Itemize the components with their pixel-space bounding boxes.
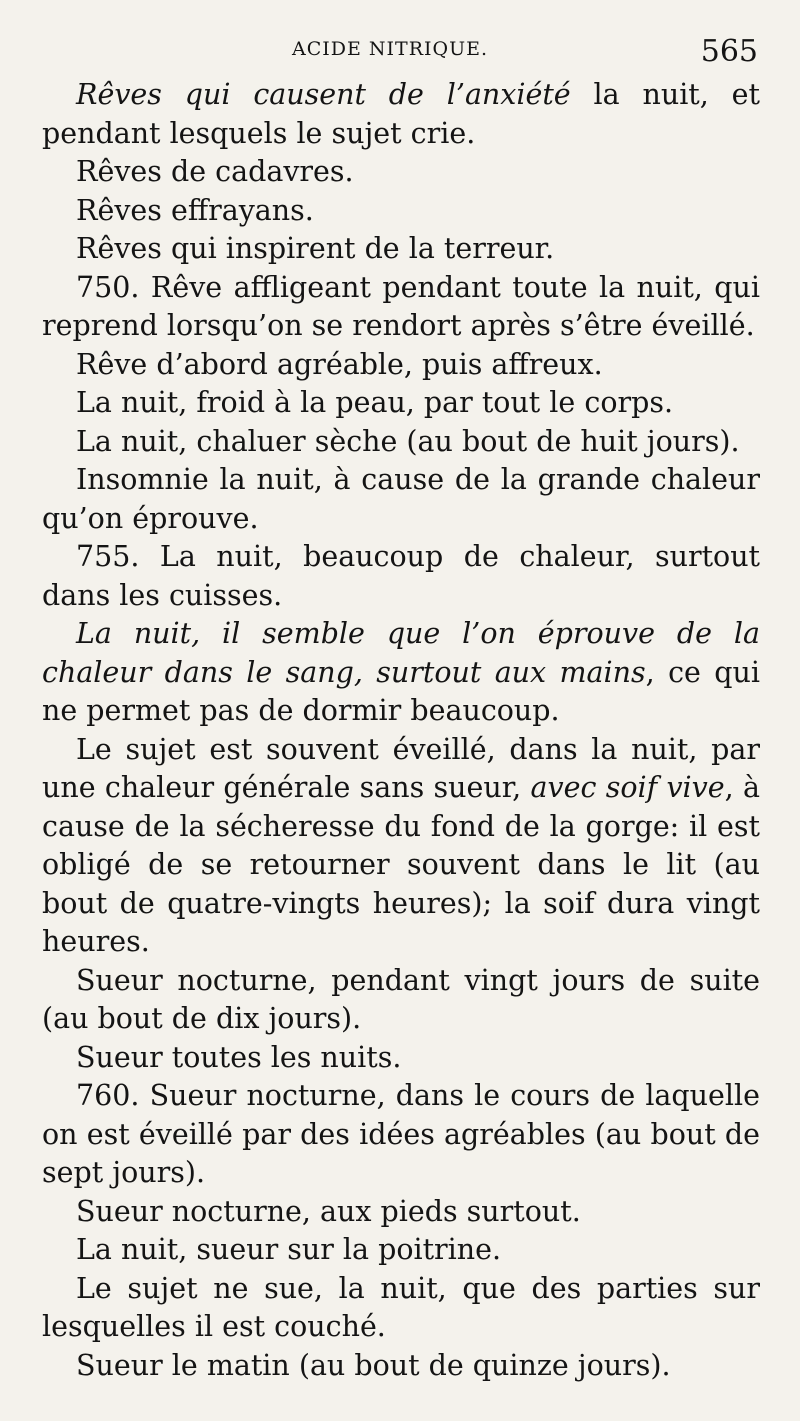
paragraph: Sueur nocturne, aux pieds surtout. (76, 1194, 581, 1228)
paragraph: La nuit, chaluer sèche (au bout de huit jours). (76, 424, 740, 458)
paragraph: 760. Sueur nocturne, dans le cours de laquelle on est éveillé par des idées agréables (au bout de sept jours). (42, 1079, 760, 1189)
paragraph: Sueur le matin (au bout de quinze jours). (76, 1348, 671, 1382)
paragraph: Sueur toutes les nuits. (76, 1040, 402, 1074)
body-text (42, 76, 760, 1385)
paragraph: Insomnie la nuit, à cause de la grande chaleur qu’on éprouve. (42, 463, 760, 535)
paragraph: Rêves qui causent de l’anxiété la nuit, et pendant lesquels le sujet crie. (42, 78, 760, 150)
paragraph: 750. Rêve affligeant pendant toute la nuit, qui reprend lorsqu’on se rendort après s’être éveillé. (42, 270, 760, 342)
paragraph: Rêves effrayans. (76, 193, 314, 227)
paragraph: Rêve d’abord agréable, puis affreux. (76, 347, 603, 381)
paragraph: Rêves de cadavres. (76, 155, 354, 188)
paragraph: Rêves qui inspirent de la terreur. (76, 232, 555, 265)
paragraph: Le sujet ne sue, la nuit, que des parties sur lesquelles il est couché. (42, 1271, 760, 1343)
paragraph: Sueur nocturne, pendant vingt jours de suite (au bout de dix jours). (42, 963, 760, 1035)
page-header (0, 34, 800, 74)
running-title: ACIDE NITRIQUE. (292, 38, 489, 60)
paragraph: 755. La nuit, beaucoup de chaleur, surtout dans les cuisses. (42, 540, 760, 612)
paragraph: La nuit, il semble que l’on éprouve de la chaleur dans le sang, surtout aux mains, ce qui ne permet pas de dormir beaucoup. (42, 617, 760, 727)
paragraph: La nuit, sueur sur la poitrine. (76, 1233, 502, 1266)
page-number: 565 (700, 34, 758, 69)
paragraph: Le sujet est souvent éveillé, dans la nuit, par une chaleur générale sans sueur, avec soif vive, à cause de la sécheresse du fond de la gorge: il est obligé de se retourner souvent dans le lit (au bout de quatre-vingts heures); la soif dura vingt heures. (42, 732, 760, 958)
paragraph: La nuit, froid à la peau, par tout le corps. (76, 386, 674, 419)
